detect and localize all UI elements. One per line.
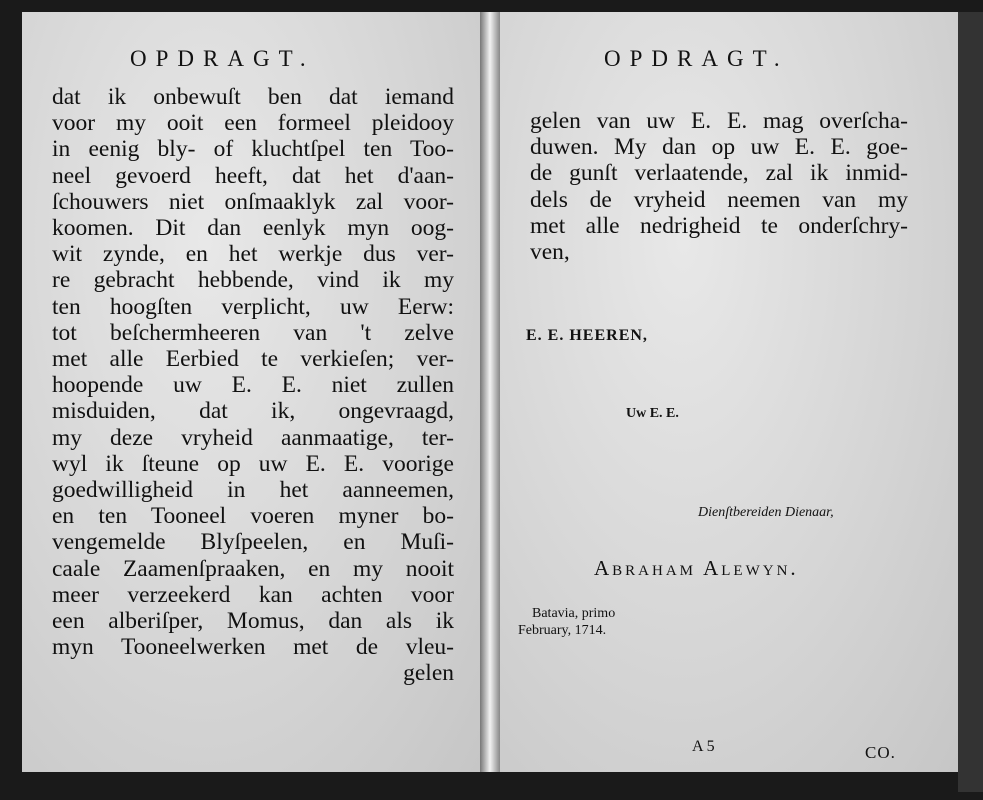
closing-phrase: Dienſtbereiden Dienaar, — [698, 505, 834, 520]
text-line: de gunſt verlaatende, zal ik inmid- — [530, 160, 908, 187]
text-line: en ten Tooneel voeren myner bo- — [52, 503, 454, 530]
text-line: re gebracht hebbende, vind ik my — [52, 267, 454, 294]
text-line: ven, — [530, 239, 570, 266]
text-line: misduiden, dat ik, ongevraagd, — [52, 398, 454, 425]
right-page — [500, 12, 958, 772]
text-line: hoopende uw E. E. niet zullen — [52, 372, 454, 399]
book-gutter — [480, 12, 500, 772]
text-line: ſchouwers niet onſmaaklyk zal voor- — [52, 188, 454, 215]
date-line: February, 1714. — [518, 623, 607, 638]
text-line: gelen van uw E. E. mag overſcha- — [530, 108, 908, 134]
place-date — [518, 605, 615, 639]
text-line: dat ik onbewuſt ben dat iemand — [52, 84, 454, 110]
text-line: ten hoogſten verplicht, uw Eerw: — [52, 293, 454, 320]
text-line: myn Tooneelwerken met de vleu- — [52, 634, 454, 661]
book-edge — [958, 12, 983, 792]
salutation: E. E. HEEREN, — [526, 327, 648, 344]
text-line: my deze vryheid aanmaatige, ter- — [52, 424, 454, 451]
text-line: een alberiſper, Momus, dan als ik — [52, 608, 454, 635]
text-line: voor my ooit een formeel pleidooy — [52, 110, 454, 137]
text-line: koomen. Dit dan eenlyk myn oog- — [52, 215, 454, 242]
text-line: gelen — [403, 660, 454, 687]
left-running-header: OPDRAGT. — [130, 46, 315, 71]
author-signature: Abraham Alewyn. — [594, 556, 799, 580]
text-line: met alle nedrigheid te onderſchry- — [530, 212, 908, 239]
text-line: goedwilligheid in het aanneemen, — [52, 477, 454, 504]
right-body-text — [530, 108, 908, 265]
text-line: meer verzeekerd kan achten voor — [52, 581, 454, 608]
text-line: in eenig bly- of kluchtſpel ten Too- — [52, 136, 454, 163]
place-line: Batavia, primo — [532, 606, 616, 621]
text-line: met alle Eerbied te verkieſen; ver- — [52, 346, 454, 373]
text-line: vengemelde Blyſpeelen, en Muſi- — [52, 529, 454, 556]
text-line: dels de vryheid neemen van my — [530, 186, 908, 213]
catchword: CO. — [865, 743, 896, 762]
signature-mark: A 5 — [692, 738, 715, 755]
salutation-uw: Uw E. E. — [626, 406, 679, 421]
right-running-header: OPDRAGT. — [604, 46, 789, 71]
text-line: tot beſchermheeren van 't zelve — [52, 319, 454, 346]
text-line: duwen. My dan op uw E. E. goe- — [530, 134, 908, 161]
text-line: caale Zaamenſpraaken, en my nooit — [52, 555, 454, 582]
text-line: wyl ik ſteune op uw E. E. voorige — [52, 450, 454, 477]
text-line: neel gevoerd heeft, dat het d'aan- — [52, 162, 454, 189]
text-line: wit zynde, en het werkje dus ver- — [52, 241, 454, 268]
left-page — [22, 12, 480, 772]
left-body-text — [52, 84, 454, 687]
